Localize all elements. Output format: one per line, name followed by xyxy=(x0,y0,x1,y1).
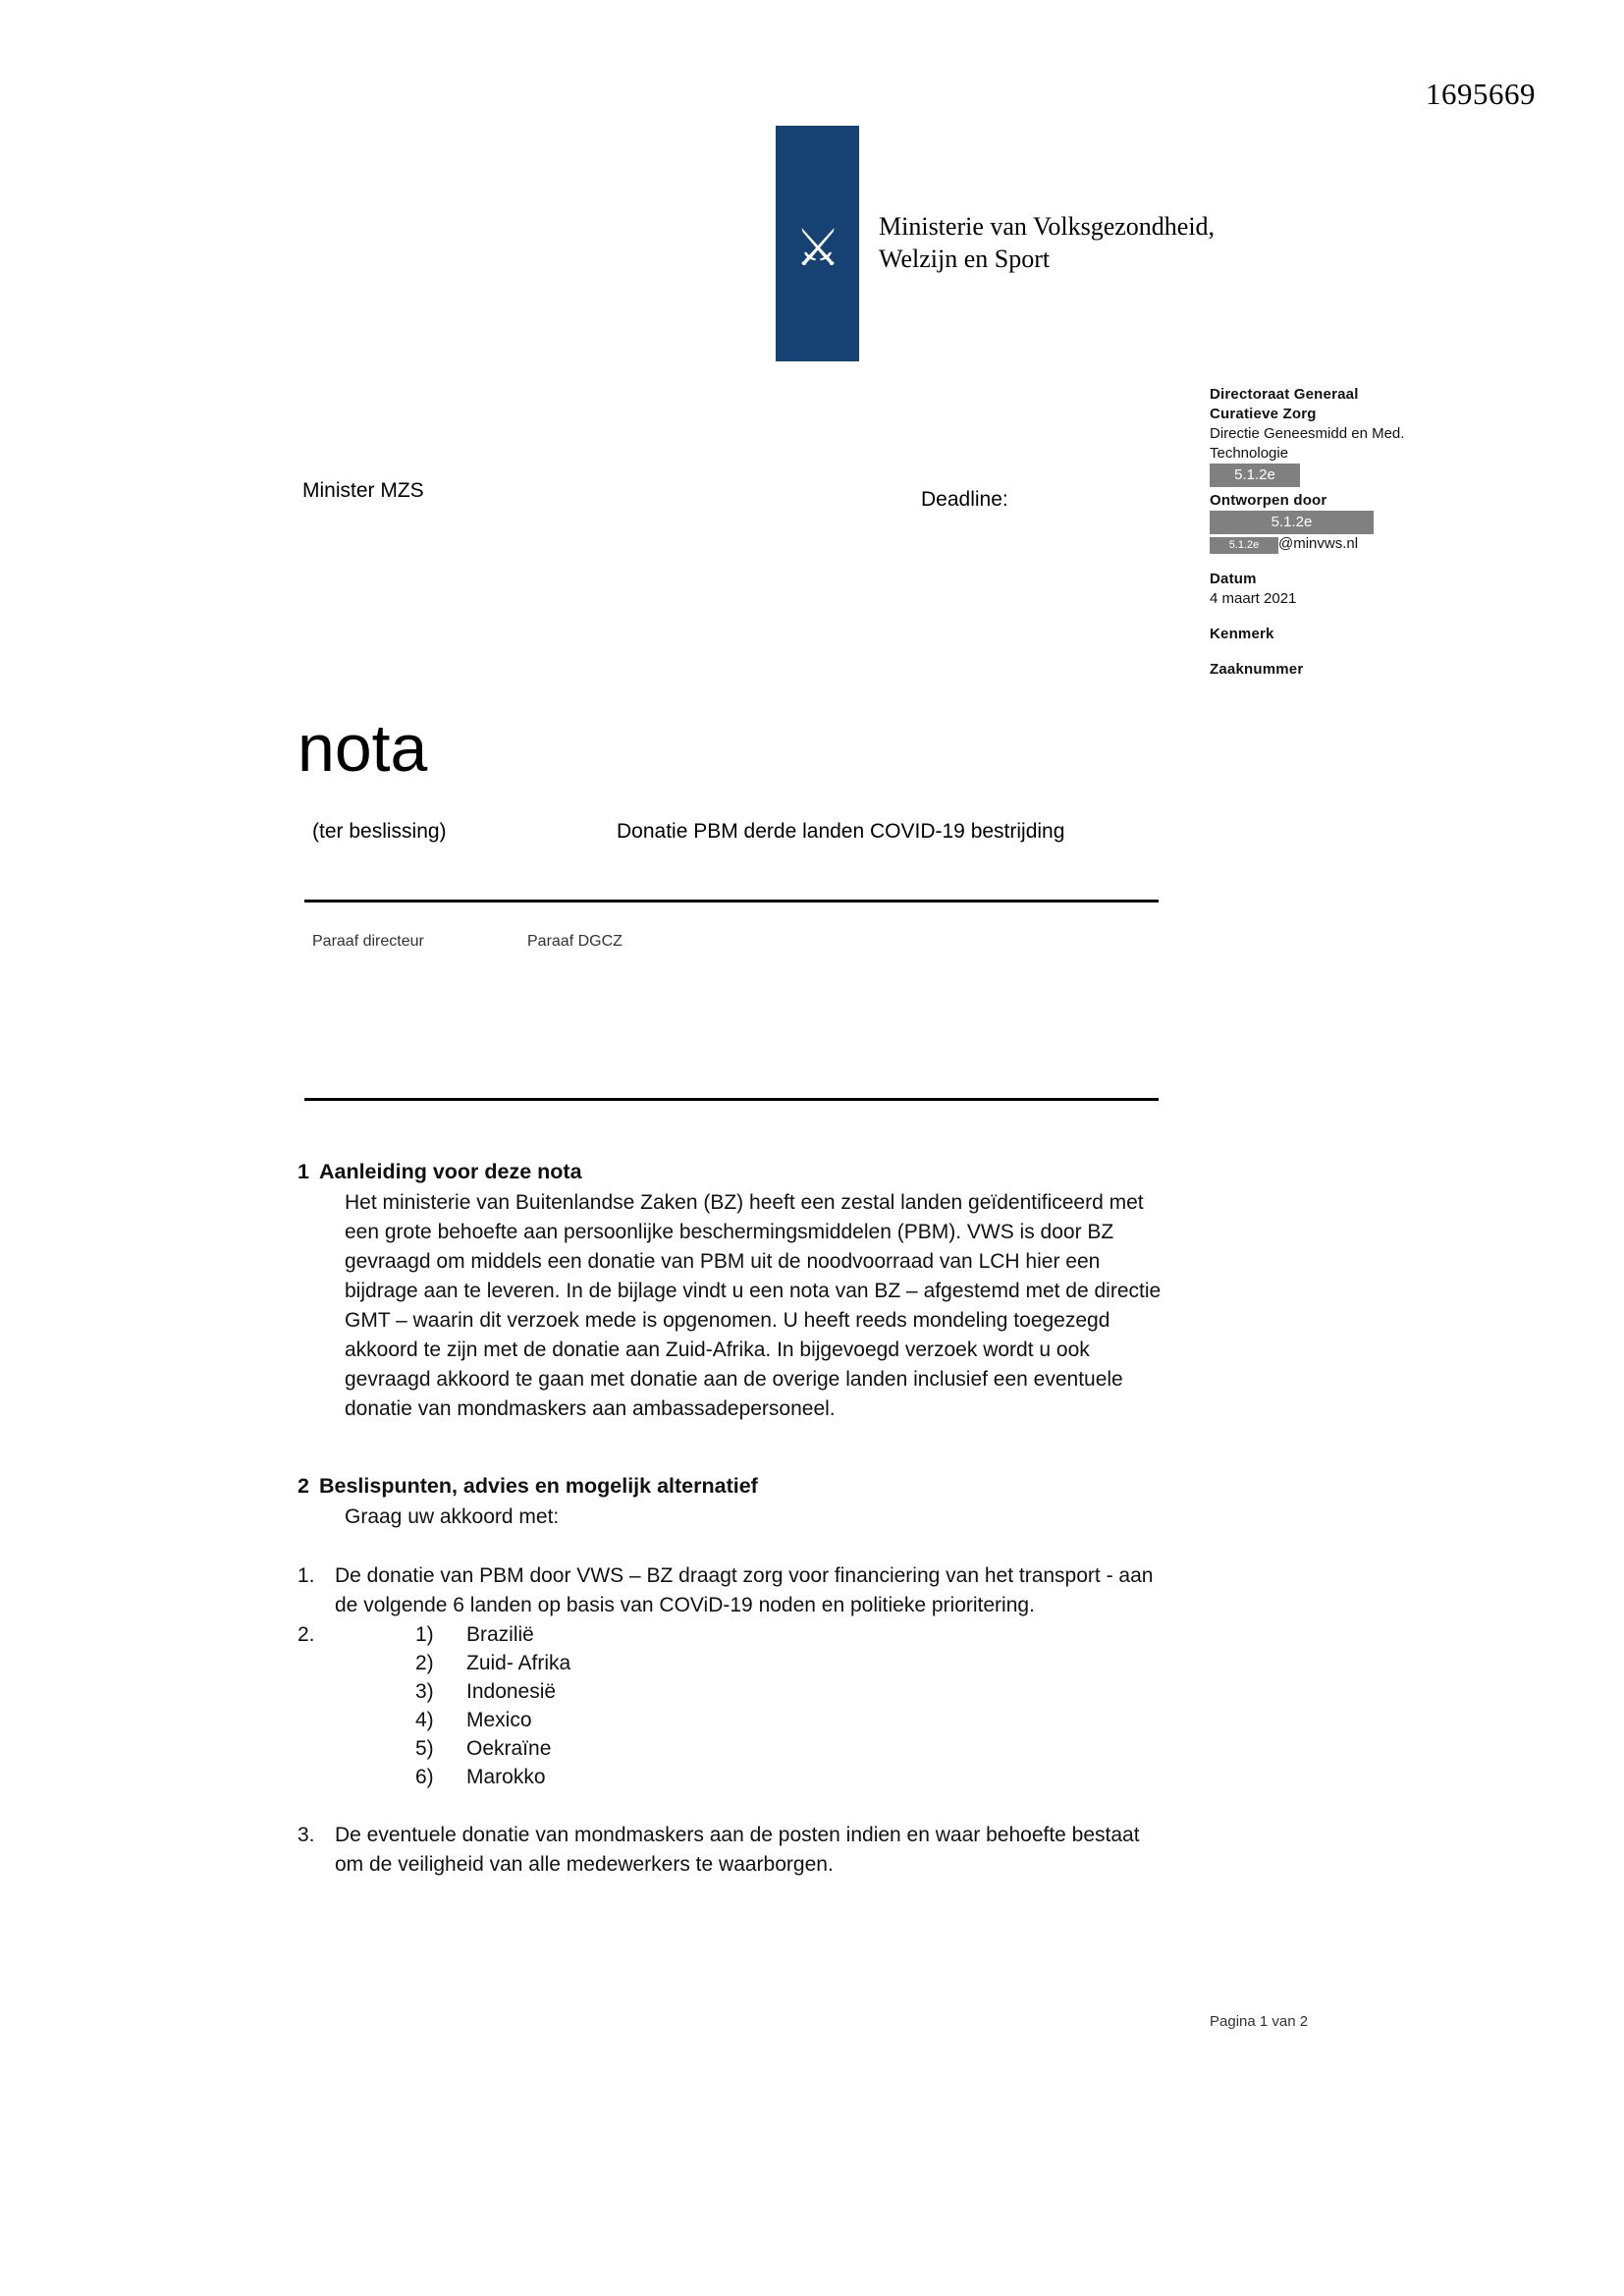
country-2-name: Zuid- Afrika xyxy=(466,1652,571,1674)
decision-point-1-marker: 1. xyxy=(298,1564,315,1587)
section-2-heading xyxy=(298,1471,1171,1501)
document-subject: Donatie PBM derde landen COVID-19 bestrijding xyxy=(617,820,1065,843)
ministry-logo xyxy=(776,126,1404,361)
country-4-marker: 4) xyxy=(415,1709,434,1731)
dg-line2: Curatieve Zorg xyxy=(1210,406,1317,422)
list-item xyxy=(298,1821,1171,1880)
datum-value: 4 maart 2021 xyxy=(1210,590,1297,607)
page-footer: Pagina 1 van 2 xyxy=(1210,2013,1309,2030)
country-3-name: Indonesië xyxy=(466,1680,557,1703)
list-item xyxy=(415,1734,1171,1763)
paraaf-directeur-label: Paraaf directeur xyxy=(312,933,424,950)
country-3-marker: 3) xyxy=(415,1680,434,1703)
section-2-title: Beslispunten, advies en mogelijk alternatief xyxy=(318,1474,758,1498)
country-5-marker: 5) xyxy=(415,1737,434,1760)
country-5-name: Oekraïne xyxy=(466,1737,552,1760)
country-4-name: Mexico xyxy=(466,1709,532,1731)
decision-point-3-marker: 3. xyxy=(298,1824,315,1846)
section-1-title: Aanleiding voor deze nota xyxy=(318,1160,582,1183)
list-item xyxy=(415,1620,1171,1649)
country-2-marker: 2) xyxy=(415,1652,434,1674)
addressee: Minister MZS xyxy=(302,479,424,502)
redacted-contact: 5.1.2e xyxy=(1210,464,1300,487)
section-1-heading xyxy=(298,1157,1171,1186)
ministry-name-line1: Ministerie van Volksgezondheid, xyxy=(879,212,1216,241)
section-1-number: 1 xyxy=(298,1160,309,1183)
divider-bottom xyxy=(304,1098,1159,1101)
list-item xyxy=(298,1561,1171,1620)
directie-line2: Technologie xyxy=(1210,445,1289,462)
section-2-body: Graag uw akkoord met: xyxy=(345,1505,560,1528)
document-body xyxy=(298,1157,1171,1880)
country-6-marker: 6) xyxy=(415,1766,434,1788)
directie-line1: Directie Geneesmidd en Med. xyxy=(1210,425,1405,442)
country-1-name: Brazilië xyxy=(466,1623,534,1646)
decision-point-2-marker: 2. xyxy=(298,1623,315,1646)
list-item xyxy=(415,1706,1171,1734)
countries-list xyxy=(415,1620,1171,1791)
dg-line1: Directoraat Generaal xyxy=(1210,386,1359,403)
decision-point-1-text: De donatie van PBM door VWS – BZ draagt zorg voor financiering van het transport - aan de volgende 6 landen op basis van COViD-19 noden en politieke prioritering. xyxy=(335,1564,1154,1616)
page-title: nota xyxy=(298,711,428,786)
ontworpen-door-label: Ontworpen door xyxy=(1210,492,1327,509)
section-2-number: 2 xyxy=(298,1474,309,1498)
document-type-subtitle: (ter beslissing) xyxy=(312,820,447,843)
decision-point-3-text: De eventuele donatie van mondmaskers aan de posten indien en waar behoefte bestaat om de veiligheid van alle medewerkers te waarborgen. xyxy=(335,1824,1140,1876)
list-item xyxy=(415,1649,1171,1677)
country-6-name: Marokko xyxy=(466,1766,546,1788)
list-item xyxy=(415,1677,1171,1706)
decision-points-list-cont xyxy=(298,1821,1171,1880)
coat-of-arms-icon: ⚔ xyxy=(794,220,841,277)
email-domain: @minvws.nl xyxy=(1278,535,1359,552)
ministry-name xyxy=(879,210,1215,275)
paraaf-dgcz-label: Paraaf DGCZ xyxy=(527,933,623,950)
ministry-name-line2: Welzijn en Sport xyxy=(879,245,1051,273)
document-meta-column xyxy=(1210,385,1504,680)
country-1-marker: 1) xyxy=(415,1623,434,1646)
datum-label: Datum xyxy=(1210,571,1257,587)
deadline-label: Deadline: xyxy=(921,488,1008,511)
redacted-email-user: 5.1.2e xyxy=(1210,537,1278,554)
document-id-number: 1695669 xyxy=(1426,77,1536,111)
zaaknummer-label: Zaaknummer xyxy=(1210,661,1304,678)
divider-top xyxy=(304,900,1159,902)
list-item xyxy=(415,1763,1171,1791)
redacted-author: 5.1.2e xyxy=(1210,511,1374,534)
section-1-body: Het ministerie van Buitenlandse Zaken (BZ) heeft een zestal landen geïdentificeerd met een grote behoefte aan persoonlijke beschermingsmiddelen (PBM). VWS is door BZ gevraagd om middels een donatie van PBM uit de noodvoorraad van LCH hier een bijdrage aan te leveren. In de bijlage vindt u een nota van BZ – afgestemd met de directie GMT – waarin dit verzoek mede is opgenomen. U heeft reeds mondeling toegezegd akkoord te zijn met de donatie aan Zuid-Afrika. In bijgevoegd verzoek wordt u ook gevraagd akkoord te gaan met donatie aan de overige landen inclusief een eventuele donatie van mondmaskers aan ambassadepersoneel. xyxy=(345,1191,1162,1420)
kenmerk-label: Kenmerk xyxy=(1210,626,1274,642)
